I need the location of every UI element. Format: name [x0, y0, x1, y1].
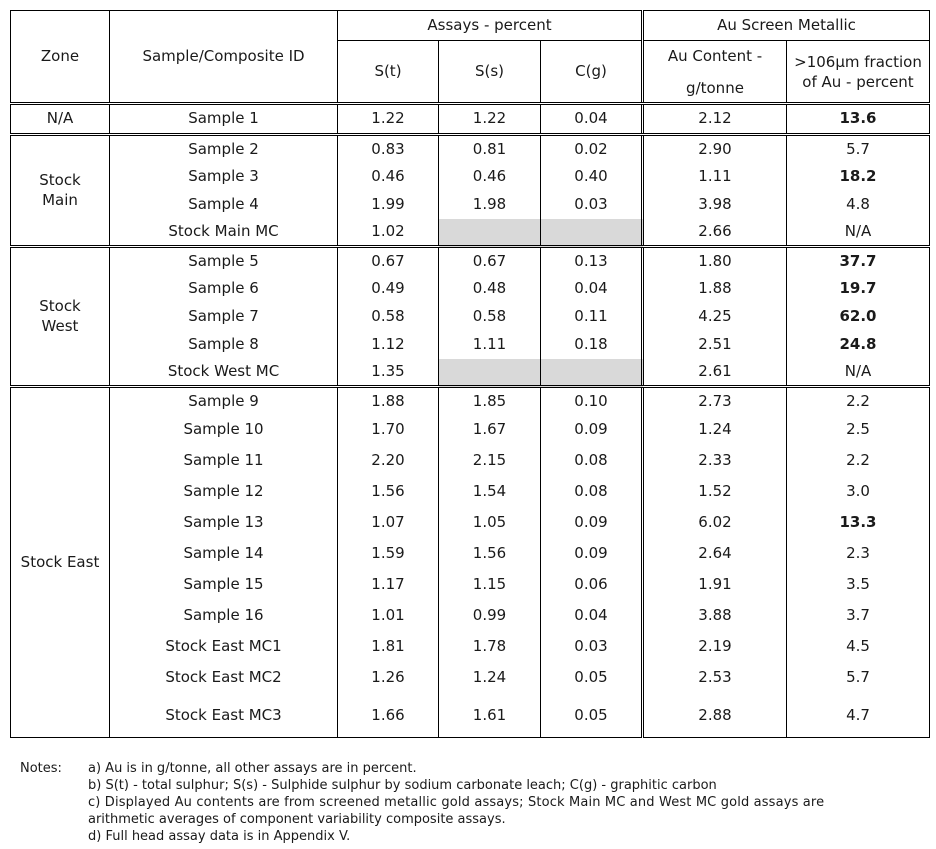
zone-stock-main: Stock Main	[11, 135, 110, 247]
cg-value-empty	[541, 219, 643, 247]
note-a: a) Au is in g/tonne, all other assays are in percent.	[88, 761, 417, 776]
ss-value: 1.24	[439, 663, 541, 694]
cg-value-empty	[541, 359, 643, 387]
au-content-value: 1.11	[643, 163, 787, 191]
fraction-value: 62.0	[787, 303, 930, 331]
fraction-value: 2.5	[787, 415, 930, 446]
table-row	[11, 359, 930, 387]
st-value: 1.56	[338, 477, 439, 508]
ss-value: 0.67	[439, 247, 541, 275]
st-value: 1.17	[338, 570, 439, 601]
cg-value: 0.02	[541, 135, 643, 163]
fraction-value: 13.6	[787, 104, 930, 135]
st-value: 0.49	[338, 275, 439, 303]
au-content-value: 2.12	[643, 104, 787, 135]
au-content-value: 2.66	[643, 219, 787, 247]
fraction-value: 13.3	[787, 508, 930, 539]
table-row	[11, 601, 930, 632]
ss-value: 0.48	[439, 275, 541, 303]
sample-id: Sample 13	[110, 508, 338, 539]
table-row	[11, 387, 930, 415]
assay-results-table	[10, 10, 930, 738]
fraction-value: N/A	[787, 359, 930, 387]
sample-id: Sample 10	[110, 415, 338, 446]
zone-na: N/A	[11, 104, 110, 135]
ss-value: 1.67	[439, 415, 541, 446]
sample-id: Sample 7	[110, 303, 338, 331]
table-row	[11, 539, 930, 570]
ss-value: 0.58	[439, 303, 541, 331]
cg-value: 0.40	[541, 163, 643, 191]
sample-id: Sample 9	[110, 387, 338, 415]
table-row	[11, 135, 930, 163]
fraction-value: 24.8	[787, 331, 930, 359]
sample-id: Sample 5	[110, 247, 338, 275]
cg-value: 0.04	[541, 601, 643, 632]
sample-id: Sample 3	[110, 163, 338, 191]
ss-value: 1.15	[439, 570, 541, 601]
au-content-value: 2.88	[643, 694, 787, 738]
ss-value: 1.05	[439, 508, 541, 539]
table-row	[11, 508, 930, 539]
fraction-value: 37.7	[787, 247, 930, 275]
ss-value-empty	[439, 359, 541, 387]
au-content-value: 1.88	[643, 275, 787, 303]
sample-id: Stock East MC3	[110, 694, 338, 738]
st-value: 1.22	[338, 104, 439, 135]
sample-id: Sample 2	[110, 135, 338, 163]
st-value: 1.01	[338, 601, 439, 632]
fraction-value: 5.7	[787, 663, 930, 694]
sample-id: Sample 16	[110, 601, 338, 632]
header-fraction-line2: of Au - percent	[802, 72, 914, 91]
header-cg: C(g)	[541, 41, 643, 104]
ss-value: 0.81	[439, 135, 541, 163]
st-value: 0.83	[338, 135, 439, 163]
table-row	[11, 163, 930, 191]
table-row	[11, 104, 930, 135]
table-row	[11, 303, 930, 331]
st-value: 1.59	[338, 539, 439, 570]
cg-value: 0.09	[541, 539, 643, 570]
fraction-value: 2.3	[787, 539, 930, 570]
ss-value: 2.15	[439, 446, 541, 477]
cg-value: 0.05	[541, 694, 643, 738]
ss-value-empty	[439, 219, 541, 247]
header-ss: S(s)	[439, 41, 541, 104]
table-row	[11, 477, 930, 508]
ss-value: 1.54	[439, 477, 541, 508]
sample-id: Sample 1	[110, 104, 338, 135]
sample-id: Sample 8	[110, 331, 338, 359]
table-row	[11, 219, 930, 247]
au-content-value: 1.80	[643, 247, 787, 275]
au-content-value: 2.73	[643, 387, 787, 415]
st-value: 1.26	[338, 663, 439, 694]
fraction-value: 4.8	[787, 191, 930, 219]
header-st: S(t)	[338, 41, 439, 104]
sample-id: Sample 15	[110, 570, 338, 601]
cg-value: 0.03	[541, 632, 643, 663]
au-content-value: 1.52	[643, 477, 787, 508]
table-row	[11, 663, 930, 694]
fraction-value: 18.2	[787, 163, 930, 191]
zone-stock-west: Stock West	[11, 247, 110, 387]
fraction-value: 4.7	[787, 694, 930, 738]
st-value: 0.67	[338, 247, 439, 275]
header-assays-group: Assays - percent	[338, 11, 643, 41]
au-content-value: 2.61	[643, 359, 787, 387]
ss-value: 1.85	[439, 387, 541, 415]
table-row	[11, 275, 930, 303]
header-au-screen-metallic: Au Screen Metallic	[643, 11, 930, 41]
table-row	[11, 570, 930, 601]
au-content-value: 2.64	[643, 539, 787, 570]
fraction-value: 2.2	[787, 446, 930, 477]
cg-value: 0.04	[541, 275, 643, 303]
au-content-value: 2.33	[643, 446, 787, 477]
ss-value: 0.46	[439, 163, 541, 191]
cg-value: 0.06	[541, 570, 643, 601]
ss-value: 1.78	[439, 632, 541, 663]
au-content-value: 4.25	[643, 303, 787, 331]
note-c-line1: c) Displayed Au contents are from screened metallic gold assays; Stock Main MC and West MC gold assays are	[88, 795, 825, 810]
st-value: 1.02	[338, 219, 439, 247]
table-row	[11, 694, 930, 738]
sample-id: Sample 11	[110, 446, 338, 477]
table-row	[11, 247, 930, 275]
st-value: 0.46	[338, 163, 439, 191]
au-content-value: 2.90	[643, 135, 787, 163]
note-d: d) Full head assay data is in Appendix V.	[88, 829, 351, 844]
cg-value: 0.10	[541, 387, 643, 415]
table-row	[11, 331, 930, 359]
header-fraction	[787, 41, 930, 104]
cg-value: 0.05	[541, 663, 643, 694]
header-sample-id: Sample/Composite ID	[110, 11, 338, 104]
fraction-value: 19.7	[787, 275, 930, 303]
notes-label: Notes:	[20, 761, 62, 776]
au-content-value: 2.51	[643, 331, 787, 359]
sample-id: Stock East MC1	[110, 632, 338, 663]
au-content-value: 6.02	[643, 508, 787, 539]
cg-value: 0.09	[541, 415, 643, 446]
header-zone: Zone	[11, 11, 110, 104]
ss-value: 1.61	[439, 694, 541, 738]
cg-value: 0.13	[541, 247, 643, 275]
au-content-value: 3.98	[643, 191, 787, 219]
fraction-value: 3.0	[787, 477, 930, 508]
note-b: b) S(t) - total sulphur; S(s) - Sulphide sulphur by sodium carbonate leach; C(g) - graphitic carbon	[88, 778, 717, 793]
st-value: 2.20	[338, 446, 439, 477]
cg-value: 0.08	[541, 446, 643, 477]
sample-id: Sample 12	[110, 477, 338, 508]
st-value: 1.66	[338, 694, 439, 738]
sample-id: Stock Main MC	[110, 219, 338, 247]
fraction-value: 2.2	[787, 387, 930, 415]
sample-id: Sample 14	[110, 539, 338, 570]
ss-value: 1.22	[439, 104, 541, 135]
ss-value: 0.99	[439, 601, 541, 632]
fraction-value: 5.7	[787, 135, 930, 163]
zone-stock-east: Stock East	[11, 387, 110, 738]
cg-value: 0.11	[541, 303, 643, 331]
st-value: 1.99	[338, 191, 439, 219]
st-value: 1.70	[338, 415, 439, 446]
fraction-value: N/A	[787, 219, 930, 247]
ss-value: 1.98	[439, 191, 541, 219]
header-fraction-line1: >106μm fraction	[794, 52, 922, 71]
fraction-value: 4.5	[787, 632, 930, 663]
cg-value: 0.04	[541, 104, 643, 135]
cg-value: 0.03	[541, 191, 643, 219]
ss-value: 1.56	[439, 539, 541, 570]
header-au-content-line1: Au Content -	[667, 46, 763, 65]
sample-id: Stock West MC	[110, 359, 338, 387]
table-row	[11, 415, 930, 446]
table-row	[11, 632, 930, 663]
au-content-value: 2.19	[643, 632, 787, 663]
st-value: 1.81	[338, 632, 439, 663]
header-au-content	[643, 41, 787, 104]
au-content-value: 3.88	[643, 601, 787, 632]
st-value: 1.35	[338, 359, 439, 387]
fraction-value: 3.5	[787, 570, 930, 601]
st-value: 0.58	[338, 303, 439, 331]
st-value: 1.88	[338, 387, 439, 415]
fraction-value: 3.7	[787, 601, 930, 632]
au-content-value: 1.91	[643, 570, 787, 601]
table-row	[11, 446, 930, 477]
au-content-value: 2.53	[643, 663, 787, 694]
au-content-value: 1.24	[643, 415, 787, 446]
sample-id: Stock East MC2	[110, 663, 338, 694]
header-au-content-line2: g/tonne	[686, 78, 744, 97]
note-c-line2: arithmetic averages of component variability composite assays.	[88, 812, 506, 827]
st-value: 1.12	[338, 331, 439, 359]
sample-id: Sample 4	[110, 191, 338, 219]
st-value: 1.07	[338, 508, 439, 539]
cg-value: 0.18	[541, 331, 643, 359]
table-row	[11, 191, 930, 219]
cg-value: 0.09	[541, 508, 643, 539]
ss-value: 1.11	[439, 331, 541, 359]
sample-id: Sample 6	[110, 275, 338, 303]
cg-value: 0.08	[541, 477, 643, 508]
